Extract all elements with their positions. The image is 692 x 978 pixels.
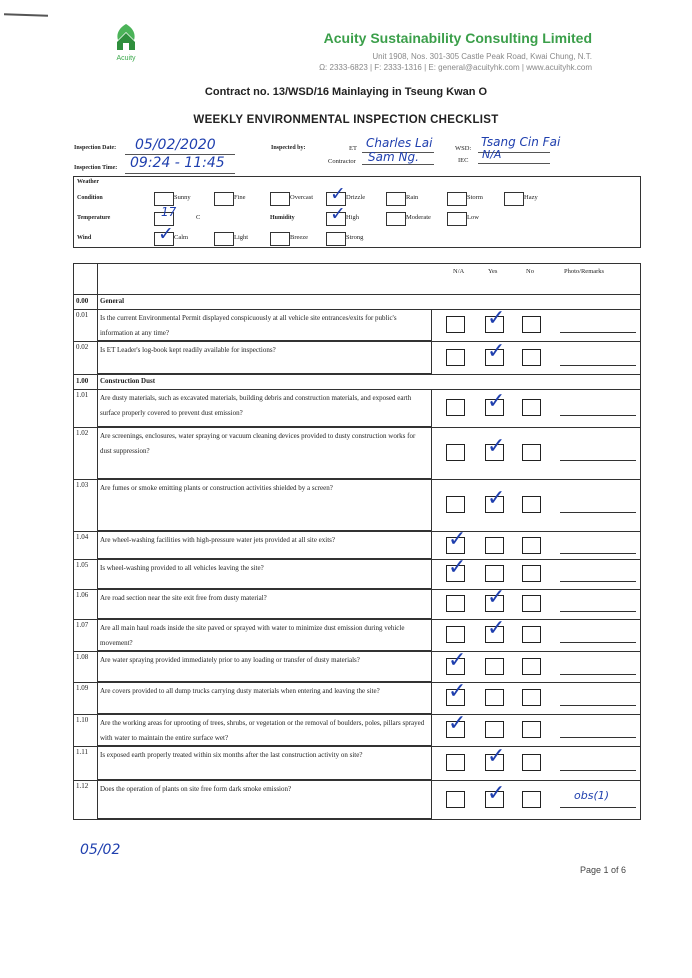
humidity-high-label: High — [346, 214, 359, 221]
leaf-house-icon — [111, 22, 141, 52]
item-question: Is exposed earth properly treated within six months after the last construction activity on site? — [100, 751, 363, 759]
check-mark: ✓ — [448, 555, 467, 580]
item-number: 1.08 — [76, 653, 89, 661]
check-mark: ✓ — [487, 585, 506, 610]
item-number: 1.06 — [76, 591, 89, 599]
item-number: 0.02 — [76, 343, 89, 351]
answer-no-checkbox[interactable] — [522, 721, 541, 738]
item-question: Are water spraying provided immediately prior to any loading or transfer of dusty materials? — [100, 656, 360, 664]
answer-no-checkbox[interactable] — [522, 565, 541, 582]
iec-underline — [478, 163, 550, 164]
item-number: 1.03 — [76, 481, 89, 489]
item-question: Are screenings, enclosures, water spraying or vacuum cleaning devices provided to dusty construction works for dust suppression? — [100, 432, 416, 455]
company-contact: Ω: 2333-6823 | F: 2333-1316 | E: general@acuityhk.com | www.acuityhk.com — [319, 63, 592, 72]
condition-sunny-label: Sunny — [174, 194, 191, 201]
humidity-label: Humidity — [270, 215, 295, 221]
temperature-unit: C — [196, 214, 201, 221]
answer-na-checkbox[interactable] — [446, 496, 465, 513]
remarks-line[interactable] — [560, 365, 636, 366]
answer-no-checkbox[interactable] — [522, 399, 541, 416]
section-rule — [74, 374, 640, 375]
check-mark: ✓ — [487, 339, 506, 364]
check-mark: ✓ — [487, 306, 506, 331]
remarks-line[interactable] — [560, 705, 636, 706]
weather-box — [73, 176, 641, 248]
humidity-low-checkbox[interactable] — [447, 212, 467, 226]
check-mark: ✓ — [487, 434, 506, 459]
item-question: Is ET Leader's log-book kept readily available for inspections? — [100, 346, 276, 354]
check-mark: ✓ — [487, 486, 506, 511]
section-number: 0.00 — [76, 297, 89, 305]
condition-label: Condition — [77, 195, 103, 201]
header-na: N/A — [453, 268, 465, 275]
answer-yes-checkbox[interactable] — [485, 721, 504, 738]
item-number: 1.05 — [76, 561, 89, 569]
drizzle-check-mark: ✓ — [330, 183, 346, 205]
answer-na-checkbox[interactable] — [446, 349, 465, 366]
item-question: Are the working areas for uprooting of trees, shrubs, or vegetation or the removal of boulders, poles, pillars sprayed with water to maintain the entire surface wet? — [100, 719, 425, 742]
et-label: ET — [349, 145, 357, 152]
answer-no-checkbox[interactable] — [522, 349, 541, 366]
section-title: General — [100, 297, 125, 305]
condition-rain-checkbox[interactable] — [386, 192, 406, 206]
remark-text: obs(1) — [574, 789, 610, 802]
page-number: Page 1 of 6 — [580, 865, 627, 875]
item-question: Is wheel-washing provided to all vehicles leaving the site? — [100, 564, 264, 572]
check-mark: ✓ — [487, 744, 506, 769]
time-underline — [125, 173, 235, 174]
condition-storm-label: Storm — [467, 194, 483, 201]
item-question: Is the current Environmental Permit displayed conspicuously at all vehicle site entrances/exits for public's information at any time? — [100, 314, 397, 337]
answer-na-checkbox[interactable] — [446, 444, 465, 461]
item-question: Are fumes or smoke emitting plants or construction activities shielded by a screen? — [100, 484, 333, 492]
remarks-line[interactable] — [560, 460, 636, 461]
answer-na-checkbox[interactable] — [446, 754, 465, 771]
check-mark: ✓ — [487, 616, 506, 641]
condition-hazy-label: Hazy — [524, 194, 538, 201]
remarks-line[interactable] — [560, 807, 636, 808]
checklist-table — [73, 263, 641, 820]
answer-yes-checkbox[interactable] — [485, 565, 504, 582]
wind-calm-label: Calm — [174, 234, 189, 241]
document-title: WEEKLY ENVIRONMENTAL INSPECTION CHECKLIST — [193, 114, 499, 126]
answer-no-checkbox[interactable] — [522, 754, 541, 771]
answer-yes-checkbox[interactable] — [485, 689, 504, 706]
remarks-line[interactable] — [560, 581, 636, 582]
company-logo — [103, 22, 149, 74]
condition-rain-label: Rain — [406, 194, 419, 201]
iec-label: IEC — [458, 157, 469, 164]
answer-no-checkbox[interactable] — [522, 316, 541, 333]
answer-yes-checkbox[interactable] — [485, 658, 504, 675]
answer-na-checkbox[interactable] — [446, 791, 465, 808]
item-question: Does the operation of plants on site free form dark smoke emission? — [100, 785, 292, 793]
section-number: 1.00 — [76, 377, 89, 385]
check-mark: ✓ — [448, 648, 467, 673]
check-mark: ✓ — [448, 679, 467, 704]
wind-strong-checkbox[interactable] — [326, 232, 346, 246]
remarks-line[interactable] — [560, 737, 636, 738]
item-number: 1.09 — [76, 684, 89, 692]
inspection-date-label: Inspection Date: — [74, 145, 117, 151]
wind-breeze-label: Breeze — [290, 234, 309, 241]
wind-light-label: Light — [234, 234, 249, 241]
inspection-date-value: 05/02/2020 — [135, 137, 216, 153]
humidity-low-label: Low — [467, 214, 479, 221]
remarks-line[interactable] — [560, 553, 636, 554]
handwritten-footer-date: 05/02 — [80, 842, 121, 858]
condition-overcast-checkbox[interactable] — [270, 192, 290, 206]
remarks-line[interactable] — [560, 415, 636, 416]
remarks-line[interactable] — [560, 512, 636, 513]
condition-hazy-checkbox[interactable] — [504, 192, 524, 206]
wind-light-checkbox[interactable] — [214, 232, 234, 246]
header-remarks: Photo/Remarks — [564, 268, 605, 275]
wind-strong-label: Strong — [346, 234, 364, 241]
answer-no-checkbox[interactable] — [522, 689, 541, 706]
temperature-value: 17 — [161, 205, 177, 219]
item-number: 1.11 — [76, 748, 88, 756]
condition-overcast-label: Overcast — [290, 194, 314, 201]
item-question: Are road section near the site exit free from dusty material? — [100, 594, 267, 602]
answer-na-checkbox[interactable] — [446, 316, 465, 333]
answer-no-checkbox[interactable] — [522, 595, 541, 612]
answer-no-checkbox[interactable] — [522, 626, 541, 643]
condition-storm-checkbox[interactable] — [447, 192, 467, 206]
contract-number: Contract no. 13/WSD/16 Mainlaying in Tseung Kwan O — [204, 86, 488, 98]
inspected-by-label: Inspected by: — [271, 145, 306, 151]
company-address: Unit 1908, Nos. 301-305 Castle Peak Road, Kwai Chung, N.T. — [372, 52, 592, 61]
condition-fine-checkbox[interactable] — [214, 192, 234, 206]
contractor-label: Contractor — [328, 158, 356, 165]
answer-no-checkbox[interactable] — [522, 444, 541, 461]
humidity-moderate-label: Moderate — [406, 214, 431, 221]
answer-no-checkbox[interactable] — [522, 496, 541, 513]
wind-breeze-checkbox[interactable] — [270, 232, 290, 246]
section-title: Construction Dust — [100, 377, 156, 385]
remarks-line[interactable] — [560, 611, 636, 612]
item-number: 1.04 — [76, 533, 89, 541]
answer-no-checkbox[interactable] — [522, 537, 541, 554]
item-question: Are dusty materials, such as excavated materials, building debris and construction materials, and exposed earth surface properly covered to prevent dust emission? — [100, 394, 412, 417]
company-name: Acuity Sustainability Consulting Limited — [323, 30, 592, 46]
inspection-time-label: Inspection Time: — [74, 165, 118, 171]
temperature-label: Temperature — [77, 215, 111, 221]
inspection-time-value: 09:24 - 11:45 — [130, 155, 225, 171]
item-question: Are wheel-washing facilities with high-pressure water jets provided at all site exits? — [100, 536, 336, 544]
humidity-moderate-checkbox[interactable] — [386, 212, 406, 226]
item-number: 1.02 — [76, 429, 89, 437]
item-number: 1.12 — [76, 782, 89, 790]
item-number: 1.01 — [76, 391, 89, 399]
answer-na-checkbox[interactable] — [446, 595, 465, 612]
calm-check-mark: ✓ — [158, 223, 174, 245]
header-yes: Yes — [488, 268, 498, 275]
condition-drizzle-label: Drizzle — [346, 194, 366, 201]
remarks-line[interactable] — [560, 332, 636, 333]
header-no: No — [526, 268, 534, 275]
wind-label: Wind — [77, 235, 92, 241]
logo-text: Acuity — [116, 55, 136, 62]
scan-mark — [4, 13, 48, 17]
remarks-line[interactable] — [560, 674, 636, 675]
check-mark: ✓ — [487, 389, 506, 414]
answer-no-checkbox[interactable] — [522, 658, 541, 675]
remarks-line[interactable] — [560, 642, 636, 643]
item-question: Are all main haul roads inside the site paved or sprayed with water to minimize dust emission during vehicle movement? — [100, 624, 405, 647]
answer-yes-checkbox[interactable] — [485, 537, 504, 554]
wsd-value: Tsang Cin Fai — [481, 135, 561, 149]
check-mark: ✓ — [448, 711, 467, 736]
condition-fine-label: Fine — [234, 194, 246, 201]
wsd-label: WSD: — [455, 145, 472, 152]
weather-title: Weather — [77, 179, 99, 185]
section-rule — [74, 294, 640, 295]
check-mark: ✓ — [448, 527, 467, 552]
answer-no-checkbox[interactable] — [522, 791, 541, 808]
condition-sunny-checkbox[interactable] — [154, 192, 174, 206]
item-number: 0.01 — [76, 311, 89, 319]
item-number: 1.07 — [76, 621, 89, 629]
item-question: Are covers provided to all dump trucks carrying dusty materials when entering and leaving the site? — [100, 687, 380, 695]
answer-na-checkbox[interactable] — [446, 626, 465, 643]
check-mark: ✓ — [487, 781, 506, 806]
contractor-underline — [362, 164, 434, 165]
iec-value: N/A — [482, 148, 502, 161]
answer-na-checkbox[interactable] — [446, 399, 465, 416]
remarks-line[interactable] — [560, 770, 636, 771]
high-check-mark: ✓ — [330, 203, 346, 225]
item-number: 1.10 — [76, 716, 89, 724]
contractor-value: Sam Ng. — [368, 150, 419, 164]
et-value: Charles Lai — [366, 136, 433, 150]
